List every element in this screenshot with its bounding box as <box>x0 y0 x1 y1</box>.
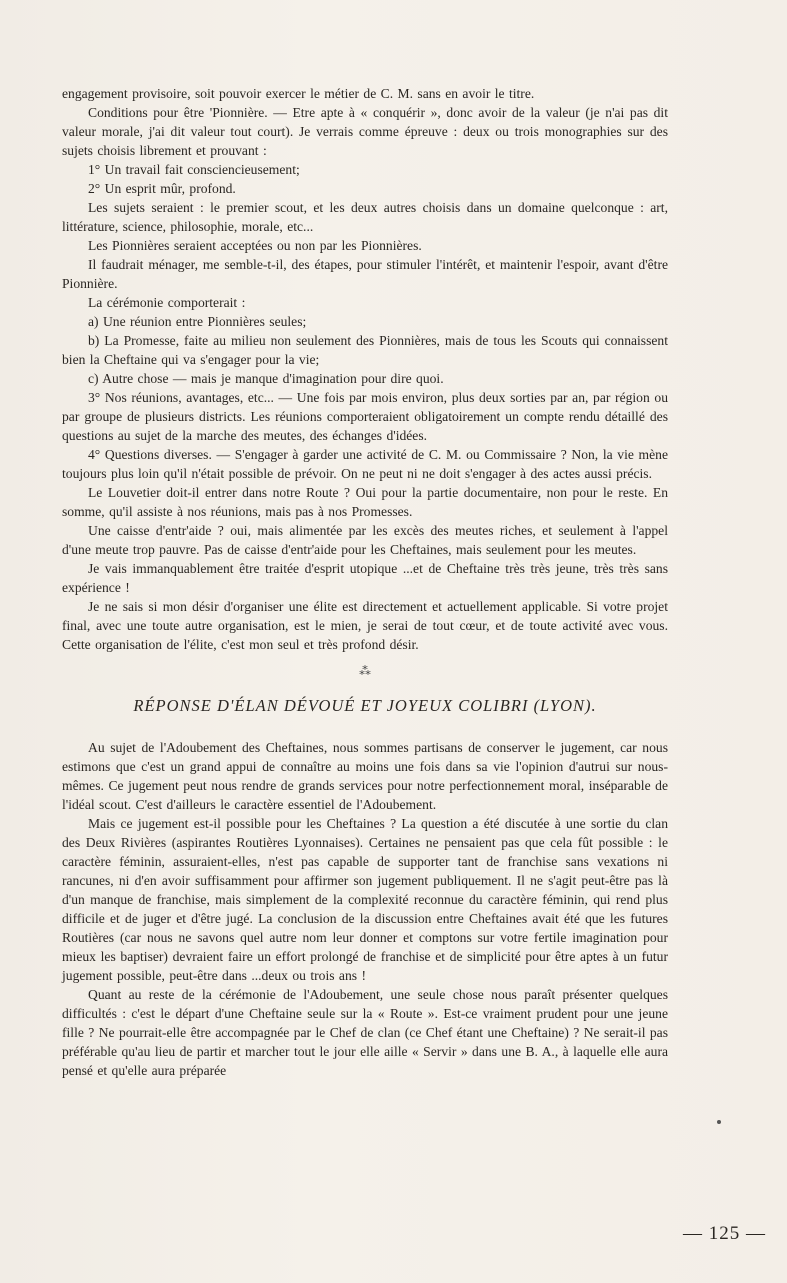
paragraph: Je ne sais si mon désir d'organiser une élite est directement et actuellement applicable. Si votre projet final, avec une toute autre organisation, est le mien, je serai de tout cœur, et de toute activité avec vous. Cette organisation de l'élite, c'est mon seul et très profond désir. <box>62 599 668 652</box>
paragraph: engagement provisoire, soit pouvoir exercer le métier de C. M. sans en avoir le titre. <box>62 86 535 101</box>
paragraph: Quant au reste de la cérémonie de l'Adoubement, une seule chose nous paraît présenter quelques difficultés : c'est le départ d'une Cheftaine seule sur la « Route ». Est-ce vraiment prudent pour une jeune fille ? Ne pourrait-elle être accompagnée par le Chef de clan (ce Chef étant une Cheftaine) ? Ne serait-il pas préférable qu'au lieu de partir et marcher tout le jour elle aille « Servir » dans une B. A., à laquelle elle aura pensé et qu'elle aura préparée <box>62 987 668 1078</box>
paragraph: Le Louvetier doit-il entrer dans notre Route ? Oui pour la partie documentaire, non pour le reste. En somme, qu'il assiste à nos réunions, mais pas à nos Promesses. <box>62 485 668 519</box>
paragraph: Mais ce jugement est-il possible pour les Cheftaines ? La question a été discutée à une sortie du clan des Deux Rivières (aspirantes Routières Lyonnaises). Certaines ne pensaient pas que cela fût possible : le caractère féminin, assuraient-elles, n'est pas capable de supporter tant de franchise sans vexations ni rancunes, ni d'en avoir suffisamment pour affirmer son jugement publiquement. Il ne s'agit peut-être pas là d'un manque de franchise, mais simplement de la complexité reconnue du caractère féminin, qui rend plus difficile et de juger et d'être jugé. La conclusion de la discussion entre Cheftaines avait été que les futures Routières (car nous ne savons quel autre nom leur donner et comptons sur votre fertile imagination pour mieux les baptiser) devraient faire un effort prolongé de franchise et de simplicité pour être aptes à un futur jugement possible, peut-être dans ...deux ou trois ans ! <box>62 816 668 983</box>
paragraph-reunions: 3° Nos réunions, avantages, etc... — Une fois par mois environ, plus deux sorties par an, par région ou par groupe de plusieurs districts. Les réunions comporteraient obligatoirement un compte rendu détaillé des questions au sujet de la marche des meutes, des échanges d'idées. <box>62 390 668 443</box>
ink-speck <box>717 1120 721 1124</box>
list-item: 1° Un travail fait consciencieusement; <box>88 162 300 177</box>
paragraph: La cérémonie comporterait : <box>88 295 246 310</box>
paragraph: Au sujet de l'Adoubement des Cheftaines, nous sommes partisans de conserver le jugement, car nous estimons que c'est un grand appui de connaître au moins une fois dans sa vie l'opinion d'autrui sur nous-mêmes. Ce jugement peut nous rendre de grands services pour notre perfectionnement moral, inséparable de l'idéal scout. C'est d'ailleurs le caractère essentiel de l'Adoubement. <box>62 740 668 812</box>
text-column <box>62 84 668 1080</box>
paragraph: Les sujets seraient : le premier scout, et les deux autres choisis dans un domaine quelconque : art, littérature, science, philosophie, morale, etc... <box>62 200 668 234</box>
paragraph: Une caisse d'entr'aide ? oui, mais alimentée par les excès des meutes riches, et seulement à l'appel d'une meute trop pauvre. Pas de caisse d'entr'aide pour les Cheftaines, mais seulement pour les meutes. <box>62 523 668 557</box>
list-item: b) La Promesse, faite au milieu non seulement des Pionnières, mais de tous les Scouts qui connaissent bien la Cheftaine qui va s'engager pour la vie; <box>62 333 668 367</box>
list-item: 2° Un esprit mûr, profond. <box>88 181 236 196</box>
paragraph: Les Pionnières seraient acceptées ou non par les Pionnières. <box>88 238 422 253</box>
paragraph-questions: 4° Questions diverses. — S'engager à garder une activité de C. M. ou Commissaire ? Non, la vie mène toujours plus loin qu'il n'était possible de prévoir. On ne peut ni ne doit s'engager à des actes aussi précis. <box>62 447 668 481</box>
paragraph: Il faudrait ménager, me semble-t-il, des étapes, pour stimuler l'intérêt, et maintenir l'espoir, avant d'être Pionnière. <box>62 257 668 291</box>
list-item: a) Une réunion entre Pionnières seules; <box>88 314 307 329</box>
paragraph-conditions: Conditions pour être 'Pionnière. — Etre apte à « conquérir », donc avoir de la valeur (je n'ai pas dit valeur morale, j'ai dit valeur tout court). Je verrais comme épreuve : deux ou trois monographies sur des sujets choisis librement et prouvant : <box>62 105 668 158</box>
section-heading: RÉPONSE D'ÉLAN DÉVOUÉ ET JOYEUX COLIBRI (LYON). <box>133 696 597 715</box>
paragraph: Je vais immanquablement être traitée d'esprit utopique ...et de Cheftaine très très jeune, très très sans expérience ! <box>62 561 668 595</box>
list-item: c) Autre chose — mais je manque d'imagination pour dire quoi. <box>88 371 444 386</box>
section-separator: ⁂ <box>359 664 371 678</box>
page-number: — 125 — <box>683 1223 766 1244</box>
